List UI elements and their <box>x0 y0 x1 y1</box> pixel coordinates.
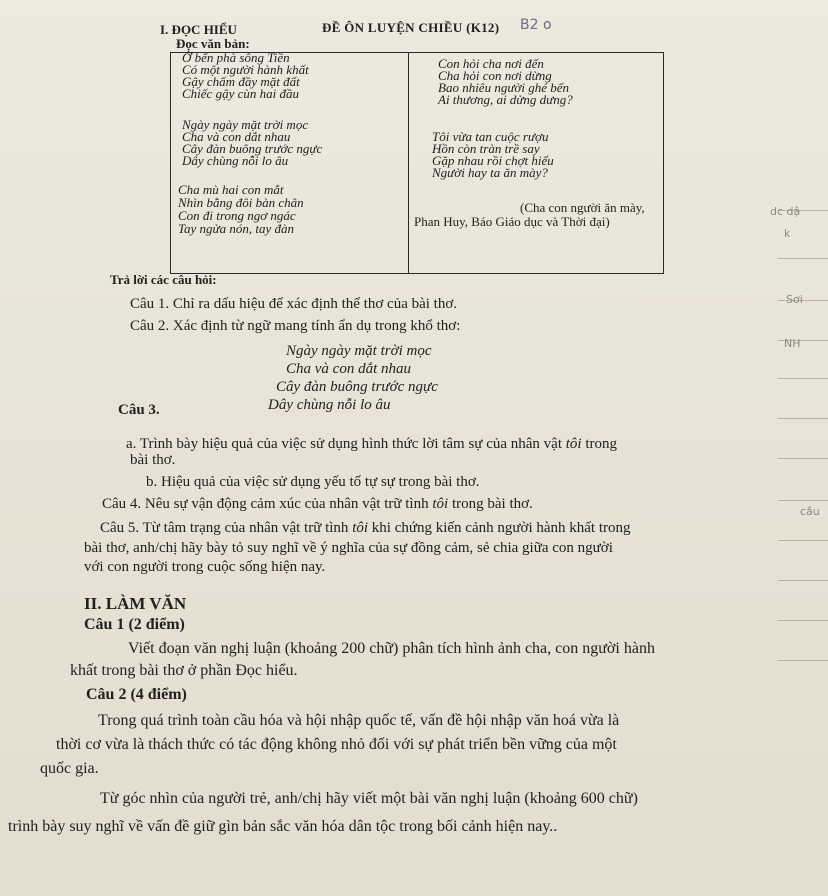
margin-note: NH <box>784 337 801 350</box>
writing-question-2-line-4: Từ góc nhìn của người trẻ, anh/chị hãy viết một bài văn nghị luận (khoảng 600 chữ) <box>100 790 638 807</box>
question-5-text: Câu 5. Từ tâm trạng của nhân vật trữ tình <box>100 520 349 536</box>
question-1: Câu 1. Chỉ ra dấu hiệu để xác định thể thơ của bài thơ. <box>130 296 458 312</box>
question-3a-end: trong <box>585 436 618 452</box>
margin-note: k <box>784 227 791 240</box>
poem-right-stanza-1 <box>438 58 573 106</box>
writing-question-2-line-3: quốc gia. <box>40 760 99 777</box>
question-5-line-3: với con người trong cuộc sống hiện nay. <box>84 559 326 575</box>
poem-line: Nhìn bằng đôi bàn chân <box>178 195 304 210</box>
question-5-line-2: bài thơ, anh/chị hãy bày tỏ suy nghĩ về ý nghĩa của sự đồng cảm, sẻ chia giữa con người <box>84 540 613 556</box>
question-4-end: trong bài thơ. <box>451 496 533 512</box>
exam-title: ĐỀ ÔN LUYỆN CHIỀU (K12) <box>322 20 500 35</box>
writing-question-2-line-5: trình bày suy nghĩ về vấn đề giữ gìn bản sắc văn hóa dân tộc trong bối cảnh hiện nay.. <box>8 818 558 835</box>
writing-question-2-line-1: Trong quá trình toàn cầu hóa và hội nhập quốc tế, vấn đề hội nhập văn hoá vừa là <box>98 712 620 729</box>
question-5-end: khi chứng kiến cảnh người hành khất trong <box>371 520 631 536</box>
poem-line: Có một người hành khất <box>182 62 309 77</box>
writing-question-1-title: Câu 1 (2 điểm) <box>84 616 185 633</box>
margin-note: dc dậ <box>770 205 801 218</box>
poem-left-stanza-3 <box>178 183 304 235</box>
poem-line: Tôi vừa tan cuộc rượu <box>432 129 549 144</box>
poem-left-stanza-1 <box>182 52 309 100</box>
poem-line: Người hay ta ăn mày? <box>432 165 548 180</box>
writing-question-1-line-1: Viết đoạn văn nghị luận (khoảng 200 chữ) phân tích hình ảnh cha, con người hành <box>128 640 655 657</box>
question-3a-cont: bài thơ. <box>130 452 176 468</box>
question-5 <box>100 520 631 537</box>
poem-table-divider <box>408 52 409 274</box>
poem-left-stanza-2 <box>182 119 322 167</box>
poem-line: Gặp nhau rồi chợt hiểu <box>432 153 554 168</box>
poem-line: Ở bến phà sông Tiền <box>182 50 290 65</box>
poem-line: Cha hỏi con nơi dừng <box>438 68 552 83</box>
poem-line: Cha mù hai con mắt <box>178 182 284 197</box>
poem-source-author: Phan Huy, Báo Giáo dục và Thời đại) <box>414 214 610 229</box>
verse-line: Cha và con dắt nhau <box>286 361 411 377</box>
question-3a <box>126 436 617 453</box>
writing-question-2-title: Câu 2 (4 điểm) <box>86 686 187 703</box>
poem-source-title: (Cha con người ăn mày, <box>520 200 645 215</box>
section-writing-heading: II. LÀM VĂN <box>84 594 187 613</box>
poem-line: Tay ngửa nón, tay đàn <box>178 221 295 236</box>
question-3a-toi: tôi <box>565 436 582 452</box>
question-4-text: Câu 4. Nêu sự vận động cảm xúc của nhân vật trữ tình <box>102 496 429 512</box>
question-4 <box>102 496 533 513</box>
question-5-toi: tôi <box>352 520 369 536</box>
handwritten-code: B2 o <box>520 17 552 33</box>
poem-line: Cha và con dắt nhau <box>182 129 291 144</box>
writing-question-2-line-2: thời cơ vừa là thách thức có tác động không nhỏ đối với sự phát triển bền vững của một <box>56 736 617 753</box>
poem-line: Gậy chấm đầy mặt đất <box>182 74 300 89</box>
poem-line: Dây chùng nỗi lo âu <box>182 153 289 168</box>
margin-note: Sơi <box>786 293 803 306</box>
verse-line: Ngày ngày mặt trời mọc <box>286 343 432 359</box>
verse-line: Dây chùng nỗi lo âu <box>268 397 391 413</box>
poem-line: Con hỏi cha nơi đến <box>438 56 544 71</box>
verse-line: Cây đàn buông trước ngực <box>276 379 438 395</box>
poem-right-stanza-2 <box>432 131 554 179</box>
poem-line: Ngày ngày mặt trời mọc <box>182 117 309 132</box>
poem-line: Hồn còn tràn trề say <box>432 141 540 156</box>
poem-line: Chiếc gậy cùn hai đầu <box>182 86 299 101</box>
answer-questions-label: Trả lời các câu hỏi: <box>110 272 217 287</box>
poem-line: Ai thương, ai dửng dưng? <box>438 92 573 107</box>
question-3b: b. Hiệu quả của việc sử dụng yếu tố tự sự trong bài thơ. <box>146 474 480 490</box>
poem-line: Con đi trong ngơ ngác <box>178 208 296 223</box>
poem-line: Cây đàn buông trước ngực <box>182 141 323 156</box>
question-2: Câu 2. Xác định từ ngữ mang tính ẩn dụ trong khổ thơ: <box>130 318 461 334</box>
question-3a-text: a. Trình bày hiệu quả của việc sử dụng hình thức lời tâm sự của nhân vật <box>126 436 562 452</box>
question-2-verse <box>260 342 438 414</box>
question-3: Câu 3. <box>118 402 160 418</box>
question-4-toi: tôi <box>432 496 449 512</box>
section-reading-heading: I. ĐỌC HIỂU <box>160 22 237 37</box>
writing-question-1-line-2: khất trong bài thơ ở phần Đọc hiểu. <box>70 662 298 679</box>
margin-note: cầu <box>800 505 820 518</box>
read-text-label: Đọc văn bản: <box>176 36 250 51</box>
poem-line: Bao nhiêu người ghé bến <box>438 80 570 95</box>
